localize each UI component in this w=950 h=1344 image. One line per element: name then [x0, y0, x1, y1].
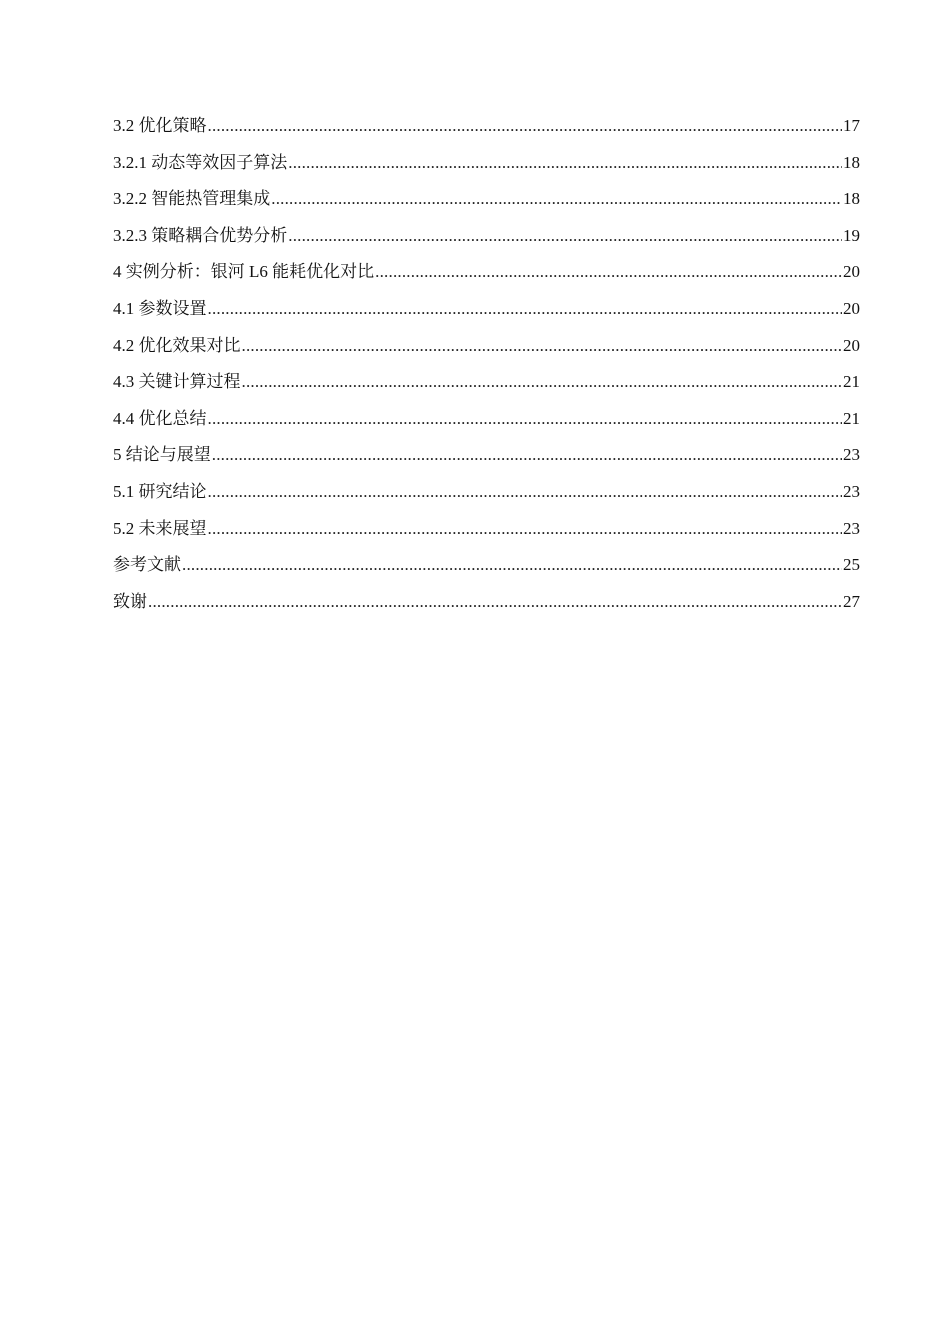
- toc-entry-4-3[interactable]: [113, 364, 860, 401]
- toc-dot-leader: [208, 511, 843, 548]
- toc-entry-page-number: 18: [843, 189, 860, 209]
- toc-entry-page-number: 20: [843, 262, 860, 282]
- toc-entry-label: 4.1 参数设置: [113, 298, 207, 318]
- toc-dot-leader: [288, 218, 842, 255]
- toc-dot-leader: [148, 584, 842, 621]
- toc-entry-label: 4 实例分析：银河 L6 能耗优化对比: [113, 262, 375, 282]
- toc-entry-page-number: 27: [843, 591, 860, 611]
- toc-entry-page-number: 23: [843, 518, 860, 538]
- toc-entry-label: 参考文献: [113, 555, 181, 575]
- toc-entry-page-number: 17: [843, 116, 860, 135]
- toc-dot-leader: [288, 145, 842, 182]
- table-of-contents: [113, 108, 860, 620]
- toc-entry-5-1[interactable]: [113, 474, 860, 511]
- toc-entry-3-2-2[interactable]: [113, 181, 860, 218]
- toc-entry-3-2[interactable]: [113, 108, 860, 145]
- toc-entry-4-4[interactable]: [113, 401, 860, 438]
- toc-entry-references[interactable]: [113, 547, 860, 584]
- toc-dot-leader: [208, 474, 843, 511]
- toc-dot-leader: [242, 364, 843, 401]
- toc-dot-leader: [212, 437, 842, 474]
- toc-entry-label: 4.2 优化效果对比: [113, 335, 241, 355]
- toc-entry-label: 3.2 优化策略: [113, 116, 207, 135]
- toc-entry-page-number: 20: [843, 298, 860, 318]
- toc-entry-page-number: 23: [843, 445, 860, 465]
- toc-entry-page-number: 21: [843, 408, 860, 428]
- toc-entry-label: 5 结论与展望: [113, 445, 211, 465]
- toc-entry-label: 3.2.2 智能热管理集成: [113, 189, 271, 209]
- toc-entry-4[interactable]: [113, 254, 860, 291]
- toc-entry-5[interactable]: [113, 437, 860, 474]
- toc-entry-3-2-3[interactable]: [113, 218, 860, 255]
- toc-entry-4-1[interactable]: [113, 291, 860, 328]
- toc-dot-leader: [208, 108, 843, 145]
- toc-dot-leader: [242, 328, 843, 365]
- toc-entry-page-number: 25: [843, 555, 860, 575]
- toc-dot-leader: [208, 401, 843, 438]
- toc-dot-leader: [375, 254, 842, 291]
- toc-dot-leader: [271, 181, 842, 218]
- toc-entry-label: 3.2.1 动态等效因子算法: [113, 152, 288, 172]
- toc-entry-label: 5.2 未来展望: [113, 518, 207, 538]
- toc-entry-label: 5.1 研究结论: [113, 481, 207, 501]
- toc-entry-label: 致谢: [113, 591, 147, 611]
- toc-entry-page-number: 23: [843, 481, 860, 501]
- toc-entry-page-number: 21: [843, 372, 860, 392]
- toc-dot-leader: [182, 547, 842, 584]
- toc-entry-5-2[interactable]: [113, 511, 860, 548]
- toc-entry-page-number: 20: [843, 335, 860, 355]
- toc-entry-3-2-1[interactable]: [113, 145, 860, 182]
- toc-entry-page-number: 18: [843, 152, 860, 172]
- toc-entry-label: 4.4 优化总结: [113, 408, 207, 428]
- toc-entry-acknowledgements[interactable]: [113, 584, 860, 621]
- toc-dot-leader: [208, 291, 843, 328]
- toc-entry-label: 4.3 关键计算过程: [113, 372, 241, 392]
- toc-entry-label: 3.2.3 策略耦合优势分析: [113, 225, 288, 245]
- toc-entry-page-number: 19: [843, 225, 860, 245]
- toc-entry-4-2[interactable]: [113, 328, 860, 365]
